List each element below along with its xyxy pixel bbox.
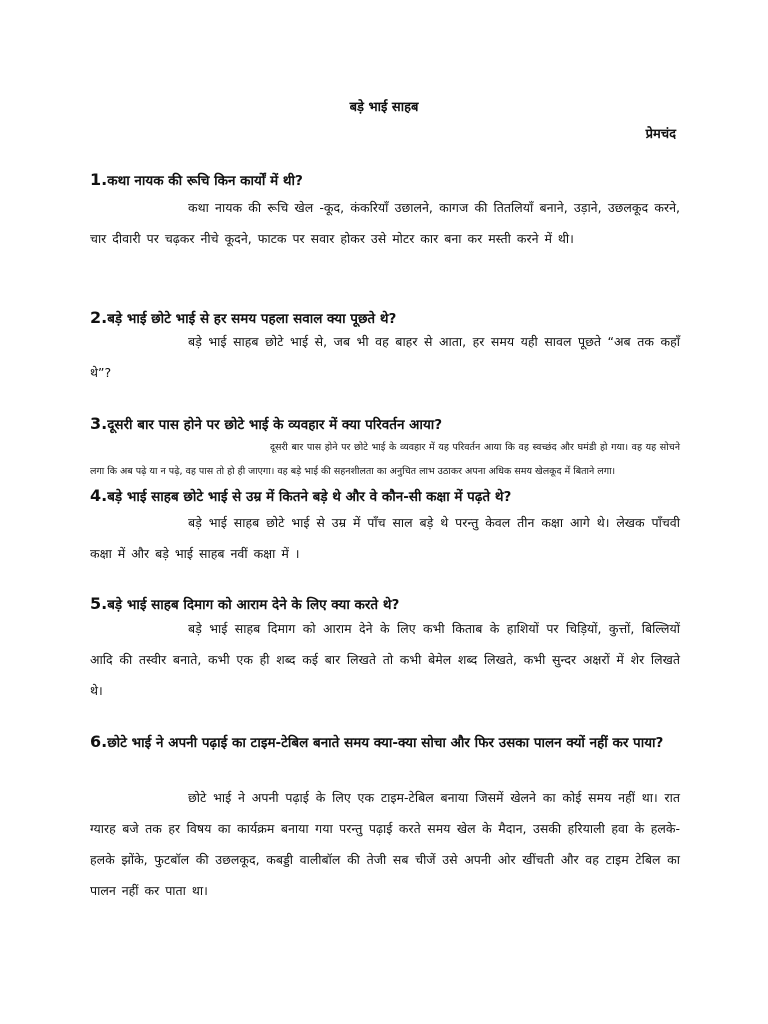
question-text: कथा नायक की रूचि किन कार्यों में थी? [107, 173, 303, 189]
question-6 [90, 728, 688, 757]
question-number: 4. [90, 486, 108, 505]
answer-2: बड़े भाई साहब छोटे भाई से, जब भी वह बाहर से आता, हर समय यही सावल पूछते “अब तक कहाँ थे”? [90, 334, 680, 380]
question-text: बड़े भाई साहब दिमाग को आराम देने के लिए क्या करते थे? [107, 597, 400, 613]
question-text: दूसरी बार पास होने पर छोटे भाई के व्यवहार में क्या परिवर्तन आया? [107, 417, 443, 433]
question-text: बड़े भाई छोटे भाई से हर समय पहला सवाल क्या पूछते थे? [107, 311, 397, 327]
question-1 [90, 166, 688, 195]
question-text: बड़े भाई साहब छोटे भाई से उम्र में कितने बड़े थे और वे कौन-सी कक्षा में पढ़ते थे? [107, 489, 512, 505]
answer-1: कथा नायक की रूचि खेल -कूद, कंकरियाँ उछालने, कागज की तितलियाँ बनाने, उड़ाने, उछलकूद करने, चार दीवारी पर चढ़कर नीचे कूदने, फाटक पर सवार होकर उसे मोटर कार बना कर मस्ती करने में थी। [90, 200, 680, 246]
question-3 [90, 410, 688, 439]
document-title: बड़े भाई साहब [349, 100, 419, 115]
question-number: 1. [90, 170, 108, 189]
question-number: 5. [90, 594, 108, 613]
answer-6: छोटे भाई ने अपनी पढ़ाई के लिए एक टाइम-टेबिल बनाया जिसमें खेलने का कोई समय नहीं था। रात ग्यारह बजे तक हर विषय का कार्यक्रम बनाया गया परन्तु पढ़ाई करते समय खेल के मैदान, उसकी हरियाली हवा के हलके-हलके झोंके, फुटबॉल की उछलकूद, कबड्डी वालीबॉल की तेजी सब चीजें उसे अपनी ओर खींचती और वह टाइम टेबिल का पालन नहीं कर पाता था। [90, 790, 680, 898]
author-name: प्रेमचंद [645, 127, 676, 142]
question-text: छोटे भाई ने अपनी पढ़ाई का टाइम-टेबिल बनाते समय क्या-क्या सोचा और फिर उसका पालन क्यों नहीं कर पाया? [107, 735, 664, 751]
question-number: 6. [90, 732, 108, 751]
question-number: 3. [90, 414, 108, 433]
question-number: 2. [90, 308, 108, 327]
answer-5: बड़े भाई साहब दिमाग को आराम देने के लिए कभी किताब के हाशियों पर चिड़ियों, कुत्तों, बिल्लियों आदि की तस्वीर बनाते, कभी एक ही शब्द कई बार लिखते तो कभी बेमेल शब्द लिखते, कभी सुन्दर अक्षरों में शेर लिखते थे। [90, 621, 680, 698]
answer-4: बड़े भाई साहब छोटे भाई से उम्र में पाँच साल बड़े थे परन्तु केवल तीन कक्षा आगे थे। लेखक पाँचवी कक्षा में और बड़े भाई साहब नवीं कक्षा में । [90, 515, 680, 561]
answer-3: दूसरी बार पास होने पर छोटे भाई के व्यवहार में यह परिवर्तन आया कि वह स्वच्छंद और घमंडी हो गया। वह यह सोचने लगा कि अब पढ़े या न पढ़े, वह पास तो हो ही जाएगा। वह बड़े भाई की सहनशीलता का अनुचित लाभ उठाकर अपना अधिक समय खेलकूद में बिताने लगा। [90, 442, 680, 477]
